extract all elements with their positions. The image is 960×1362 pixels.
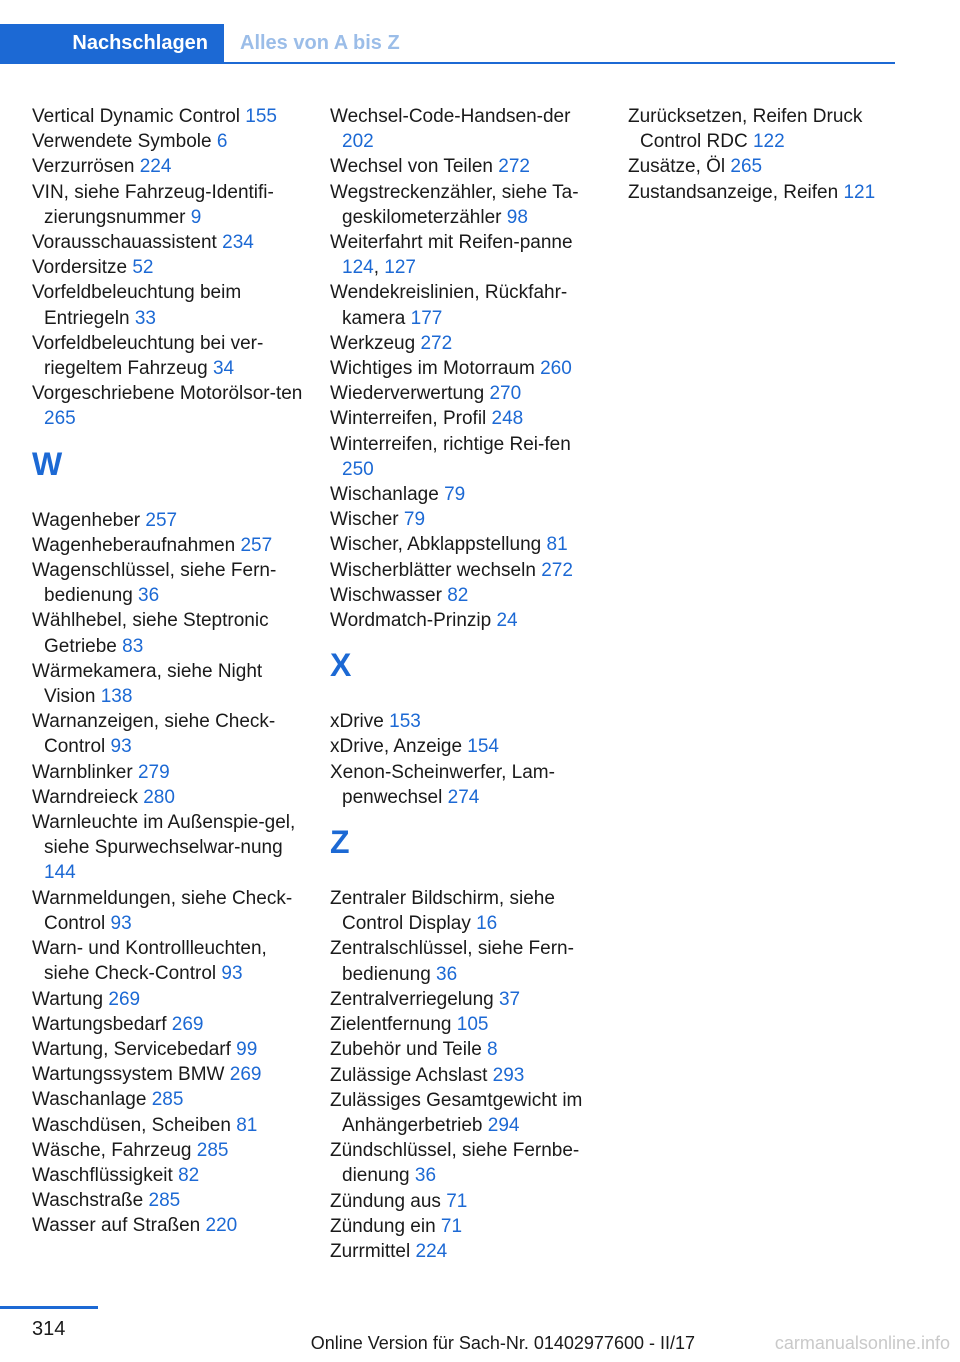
- index-entry: [330, 987, 605, 1012]
- tab-nachschlagen[interactable]: Nachschlagen: [0, 24, 224, 62]
- index-entry: [32, 936, 307, 986]
- page-link[interactable]: 257: [145, 509, 178, 531]
- index-entry: [32, 709, 307, 759]
- index-entry: [330, 154, 605, 179]
- entry-term: Verwendete Symbole: [32, 131, 217, 153]
- entry-term: Vorgeschriebene Motorölsor‐ten: [32, 383, 303, 405]
- page-link[interactable]: 99: [236, 1038, 258, 1060]
- page-link[interactable]: 37: [498, 988, 521, 1010]
- index-entry: [32, 608, 307, 658]
- page-link[interactable]: 105: [456, 1014, 489, 1036]
- page-link[interactable]: 93: [110, 912, 132, 934]
- entry-term: Wichtiges im Motorraum: [330, 358, 541, 380]
- page-link[interactable]: 24: [496, 610, 518, 632]
- entry-term: Waschflüssigkeit: [32, 1164, 179, 1186]
- page-link[interactable]: 154: [467, 736, 499, 758]
- index-entry: [330, 432, 605, 482]
- index-entry: [32, 1188, 307, 1213]
- page-link[interactable]: 82: [178, 1164, 200, 1186]
- page-link[interactable]: 33: [134, 307, 156, 329]
- entry-term: Waschdüsen, Scheiben: [32, 1114, 237, 1136]
- entry-term: Winterreifen, Profil: [330, 408, 492, 430]
- index-entry: [330, 532, 605, 557]
- page-link[interactable]: 270: [489, 383, 522, 405]
- entry-term: Wischwasser: [330, 584, 448, 606]
- page-link[interactable]: 224: [415, 1240, 448, 1262]
- entry-term: Warnblinker: [32, 761, 138, 783]
- index-entry: [32, 659, 307, 709]
- entry-term: Zentraler Bildschirm, siehe Control Display: [330, 888, 555, 935]
- entry-term: Zentralschlüssel, siehe Fern‐bedienung: [330, 938, 574, 985]
- section-letter: W: [32, 445, 63, 482]
- entry-term: Zurrmittel: [330, 1240, 416, 1262]
- entry-term: Zulässiges Gesamtgewicht im Anhängerbetrieb: [330, 1089, 583, 1136]
- index-entry: [32, 1062, 307, 1087]
- index-entry: [330, 180, 605, 230]
- index-entry: [330, 280, 605, 330]
- page-link[interactable]: 285: [196, 1139, 229, 1161]
- index-entry: [330, 1088, 605, 1138]
- entry-term: Zündschlüssel, siehe Fernbe‐dienung: [330, 1140, 580, 1187]
- entry-term: Winterreifen, richtige Rei‐fen: [330, 433, 571, 455]
- page-link[interactable]: 285: [151, 1089, 184, 1111]
- page-link[interactable]: 265: [44, 408, 76, 430]
- entry-term: Wagenschlüssel, siehe Fern‐bedienung: [32, 560, 277, 607]
- page-link[interactable]: 250: [342, 458, 374, 480]
- entry-term: Zündung ein: [330, 1215, 441, 1237]
- entry-term: Wiederverwertung: [330, 383, 490, 405]
- online-version-note: Online Version für Sach-Nr. 01402977600 - II/17: [310, 1333, 695, 1353]
- page-link[interactable]: 16: [476, 913, 498, 935]
- entry-term: Zulässige Achslast: [330, 1064, 493, 1086]
- page-link[interactable]: 280: [143, 786, 175, 808]
- page-link[interactable]: 294: [487, 1114, 520, 1136]
- entry-term: Vertical Dynamic Control: [32, 106, 246, 127]
- page-link[interactable]: 177: [410, 307, 443, 329]
- index-entry: [330, 583, 605, 608]
- index-entry: [330, 760, 605, 810]
- entry-term: Weiterfahrt mit Reifen‐panne: [330, 232, 573, 254]
- page-link[interactable]: 260: [540, 358, 572, 380]
- entry-term: Wasser auf Straßen: [32, 1215, 206, 1237]
- page-link[interactable]: 122: [752, 131, 785, 153]
- page-link[interactable]: 81: [546, 534, 568, 556]
- page-separator: ,: [373, 257, 385, 279]
- index-entry: [330, 104, 605, 154]
- entry-term: Wartung, Servicebedarf: [32, 1038, 237, 1060]
- page-link[interactable]: 144: [44, 862, 76, 884]
- page-header: [0, 24, 895, 64]
- entry-term: Zündung aus: [330, 1190, 447, 1212]
- footer-rule: [0, 1306, 98, 1309]
- page-link[interactable]: 272: [498, 156, 530, 178]
- page-link[interactable]: 98: [506, 206, 528, 228]
- entry-term: Wechsel von Teilen: [330, 156, 499, 178]
- index-column-2: [330, 104, 605, 1264]
- entry-term: Verzurrösen: [32, 156, 140, 178]
- entry-term: Wischer, Abklappstellung: [330, 534, 547, 556]
- entry-term: Vorfeldbeleuchtung bei ver‐riegeltem Fahrzeug: [32, 332, 264, 380]
- entry-term: Wärmekamera, siehe Night Vision: [32, 660, 263, 708]
- entry-term: Wartung: [32, 988, 109, 1010]
- page-link[interactable]: 34: [212, 358, 235, 380]
- page-link[interactable]: 224: [139, 156, 172, 178]
- page-link[interactable]: 82: [447, 584, 469, 606]
- entry-term: Wegstreckenzähler, siehe Ta‐geskilometerzähler: [330, 181, 579, 228]
- index-entry: [330, 936, 605, 986]
- page-number: 314: [32, 1318, 66, 1340]
- entry-term: Warnleuchte im Außenspie‐gel, siehe Spurwechselwar‐nung: [32, 812, 296, 859]
- index-entry: [330, 709, 605, 734]
- entry-term: Zusätze, Öl: [628, 156, 731, 178]
- entry-term: Vorausschauassistent: [32, 232, 223, 254]
- index-entry: [32, 331, 307, 381]
- page-link[interactable]: 274: [447, 786, 480, 808]
- page-link[interactable]: 93: [221, 963, 243, 985]
- page-link[interactable]: 52: [132, 257, 154, 279]
- page-link[interactable]: 265: [730, 156, 763, 178]
- page-link[interactable]: 121: [843, 181, 876, 203]
- page-link[interactable]: 272: [420, 332, 453, 354]
- page-link[interactable]: 293: [492, 1064, 525, 1086]
- entry-term: Warnanzeigen, siehe Check-Control: [32, 711, 276, 758]
- index-entry: [32, 230, 307, 255]
- index-entry: [32, 1113, 307, 1138]
- index-entry: [32, 508, 307, 533]
- page-link[interactable]: 279: [137, 761, 170, 783]
- index-entry: [32, 558, 307, 608]
- index-entry: [32, 1163, 307, 1188]
- page-link[interactable]: 36: [138, 585, 160, 607]
- page-link[interactable]: 269: [171, 1013, 204, 1035]
- tab-alles-von-a-bis-z[interactable]: Alles von A bis Z: [240, 32, 400, 54]
- entry-term: Warndreieck: [32, 786, 144, 808]
- index-entry: [330, 886, 605, 936]
- entry-term: xDrive, Anzeige: [330, 736, 468, 758]
- page-link[interactable]: 155: [245, 106, 277, 127]
- index-entry: [32, 1138, 307, 1163]
- entry-term: Zurücksetzen, Reifen Druck Control RDC: [628, 106, 863, 153]
- index-entry: [32, 154, 307, 179]
- index-entry: [32, 280, 307, 330]
- index-entry: [32, 886, 307, 936]
- entry-term: Vorfeldbeleuchtung beim Entriegeln: [32, 282, 242, 329]
- entry-term: Wagenheberaufnahmen: [32, 534, 241, 556]
- entry-term: Wischanlage: [330, 484, 445, 506]
- index-entry: [330, 1189, 605, 1214]
- entry-term: Zielentfernung: [330, 1014, 457, 1036]
- entry-term: xDrive: [330, 711, 390, 733]
- page-link[interactable]: 257: [240, 534, 273, 556]
- entry-term: Wischer: [330, 509, 404, 531]
- page-link[interactable]: 6: [216, 131, 228, 153]
- index-entry: [32, 180, 307, 230]
- index-entry: [32, 533, 307, 558]
- entry-term: Wendekreislinien, Rückfahr‐kamera: [330, 282, 568, 329]
- index-entry: [330, 331, 605, 356]
- page-link[interactable]: 79: [444, 484, 466, 506]
- watermark: carmanualsonline.info: [774, 1333, 950, 1353]
- page-link[interactable]: 220: [205, 1215, 238, 1237]
- index-entry: [330, 381, 605, 406]
- index-column-3: [628, 104, 903, 205]
- page-link[interactable]: 127: [384, 257, 416, 279]
- section-letter: Z: [330, 824, 350, 861]
- page-link[interactable]: 36: [414, 1165, 437, 1187]
- page-link[interactable]: 71: [446, 1190, 468, 1212]
- entry-term: Wordmatch-Prinzip: [330, 610, 497, 632]
- index-entry: [330, 608, 605, 633]
- page-link[interactable]: 93: [110, 736, 132, 758]
- index-entry: [330, 1037, 605, 1062]
- index-entry: [32, 104, 307, 129]
- page-link[interactable]: 234: [222, 232, 254, 254]
- index-entry: [330, 482, 605, 507]
- entry-term: Wäsche, Fahrzeug: [32, 1139, 197, 1161]
- page-link[interactable]: 269: [229, 1064, 262, 1086]
- index-entry: [32, 987, 307, 1012]
- index-entry: [32, 129, 307, 154]
- index-entry: [628, 154, 903, 179]
- page-link[interactable]: 83: [122, 635, 144, 657]
- entry-term: Wählhebel, siehe Steptronic Getriebe: [32, 610, 269, 657]
- page-link[interactable]: 269: [108, 988, 141, 1010]
- index-entry: [330, 558, 605, 583]
- entry-term: Zentralverriegelung: [330, 988, 499, 1010]
- entry-term: Wischerblätter wechseln: [330, 559, 542, 581]
- index-column-1: [32, 104, 307, 1239]
- index-entry: [330, 1214, 605, 1239]
- entry-term: Wechsel-Code-Handsen‐der: [330, 106, 571, 127]
- entry-term: Waschanlage: [32, 1089, 152, 1111]
- entry-term: Zustandsanzeige, Reifen: [628, 181, 844, 203]
- page-link[interactable]: 202: [342, 131, 374, 153]
- index-entry: [330, 406, 605, 431]
- index-entry: [330, 356, 605, 381]
- page-link[interactable]: 248: [491, 408, 524, 430]
- page-link[interactable]: 79: [403, 509, 426, 531]
- entry-term: Zubehör und Teile: [330, 1039, 488, 1061]
- entry-term: Waschstraße: [32, 1190, 149, 1212]
- index-entry: [330, 1138, 605, 1188]
- index-entry: [330, 734, 605, 759]
- index-entry: [330, 1063, 605, 1088]
- index-entry: [330, 1012, 605, 1037]
- page-link[interactable]: 8: [487, 1039, 498, 1061]
- index-entry: [628, 180, 903, 205]
- index-entry: [32, 1037, 307, 1062]
- entry-term: Wagenheber: [32, 509, 146, 531]
- page-link[interactable]: 153: [389, 711, 421, 733]
- entry-term: Wartungssystem BMW: [32, 1064, 230, 1086]
- index-entry: [32, 1087, 307, 1112]
- entry-term: VIN, siehe Fahrzeug-Identifi‐zierungsnummer: [32, 181, 274, 228]
- page-link[interactable]: 285: [148, 1190, 181, 1212]
- index-entry: [32, 1012, 307, 1037]
- page-link[interactable]: 71: [440, 1215, 463, 1237]
- page-link[interactable]: 9: [190, 206, 202, 228]
- index-entry: [628, 104, 903, 154]
- entry-term: Warnmeldungen, siehe Check-Control: [32, 887, 293, 934]
- page-link[interactable]: 124: [342, 257, 374, 279]
- index-entry: [32, 810, 307, 886]
- entry-term: Werkzeug: [330, 332, 421, 354]
- index-entry: [32, 1213, 307, 1238]
- index-entry: [330, 230, 605, 280]
- index-entry: [330, 1239, 605, 1264]
- section-letter: X: [330, 647, 352, 684]
- index-entry: [32, 381, 307, 431]
- entry-term: Xenon-Scheinwerfer, Lam‐penwechsel: [330, 761, 555, 808]
- index-entry: [32, 255, 307, 280]
- index-entry: [32, 760, 307, 785]
- page-link[interactable]: 138: [100, 686, 133, 708]
- page-link[interactable]: 81: [236, 1114, 258, 1136]
- index-entry: [330, 507, 605, 532]
- entry-term: Warn- und Kontrollleuchten, siehe Check-Control: [32, 938, 267, 985]
- page-link[interactable]: 272: [541, 559, 573, 581]
- entry-term: Vordersitze: [32, 257, 133, 279]
- index-entry: [32, 785, 307, 810]
- entry-term: Wartungsbedarf: [32, 1013, 172, 1035]
- page-link[interactable]: 36: [436, 963, 458, 985]
